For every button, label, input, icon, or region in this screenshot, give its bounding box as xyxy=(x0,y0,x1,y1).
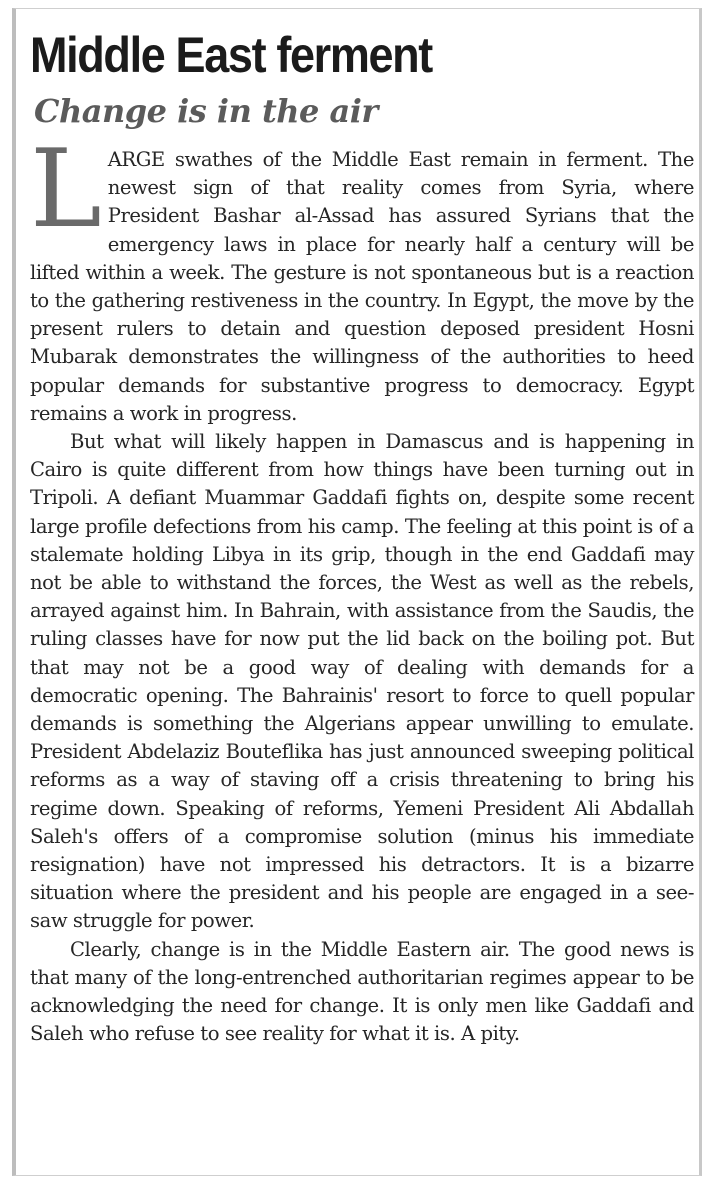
drop-cap: L xyxy=(30,127,102,252)
subheadline: Change is in the air xyxy=(34,92,378,130)
editorial-clipping xyxy=(12,8,702,1176)
article-body xyxy=(30,127,694,1049)
paragraph-1 xyxy=(30,127,694,428)
paragraph-2: But what will likely happen in Damascus and is happening in Cairo is quite different from how things have been turning out in Tripoli. A defiant Muammar Gaddafi fights on, despite some recent large profile defections from his camp. The feeling at this point is of a stalemate holding Libya in its grip, though in the end Gaddafi may not be able to withstand the forces, the West as well as the rebels, arrayed against him. In Bahrain, with assistance from the Saudis, the ruling classes have for now put the lid back on the boiling pot. But that may not be a good way of dealing with demands for a democratic opening. The Bahrainis' resort to force to quell popular demands is something the Algerians appear unwilling to emulate. President Abdelaziz Bouteflika has just announced sweeping political reforms as a way of staving off a crisis threatening to bring his regime down. Speaking of reforms, Yemeni President Ali Abdallah Saleh's offers of a compromise solution (minus his immediate resignation) have not impressed his detractors. It is a bizarre situation where the president and his people are engaged in a see-saw struggle for power. xyxy=(30,430,694,933)
paragraph-1-text: ARGE swathes of the Middle East remain in ferment. The newest sign of that reality comes from Syria, where President Bashar al-Assad has assured Syrians that the emergency laws in place for nearly half a century will be lifted within a week. The gesture is not spontaneous but is a reaction to the gathering restiveness in the country. In Egypt, the move by the present rulers to detain and question deposed president Hosni Mubarak demonstrates the willingness of the authorities to heed popular demands for substantive progress to democracy. Egypt remains a work in progress. xyxy=(30,148,694,425)
paragraph-3: Clearly, change is in the Middle Eastern air. The good news is that many of the long-entrenched authoritarian regimes appear to be acknowledging the need for change. It is only men like Gaddafi and Saleh who refuse to see reality for what it is. A pity. xyxy=(30,937,694,1046)
headline: Middle East ferment xyxy=(30,27,432,83)
